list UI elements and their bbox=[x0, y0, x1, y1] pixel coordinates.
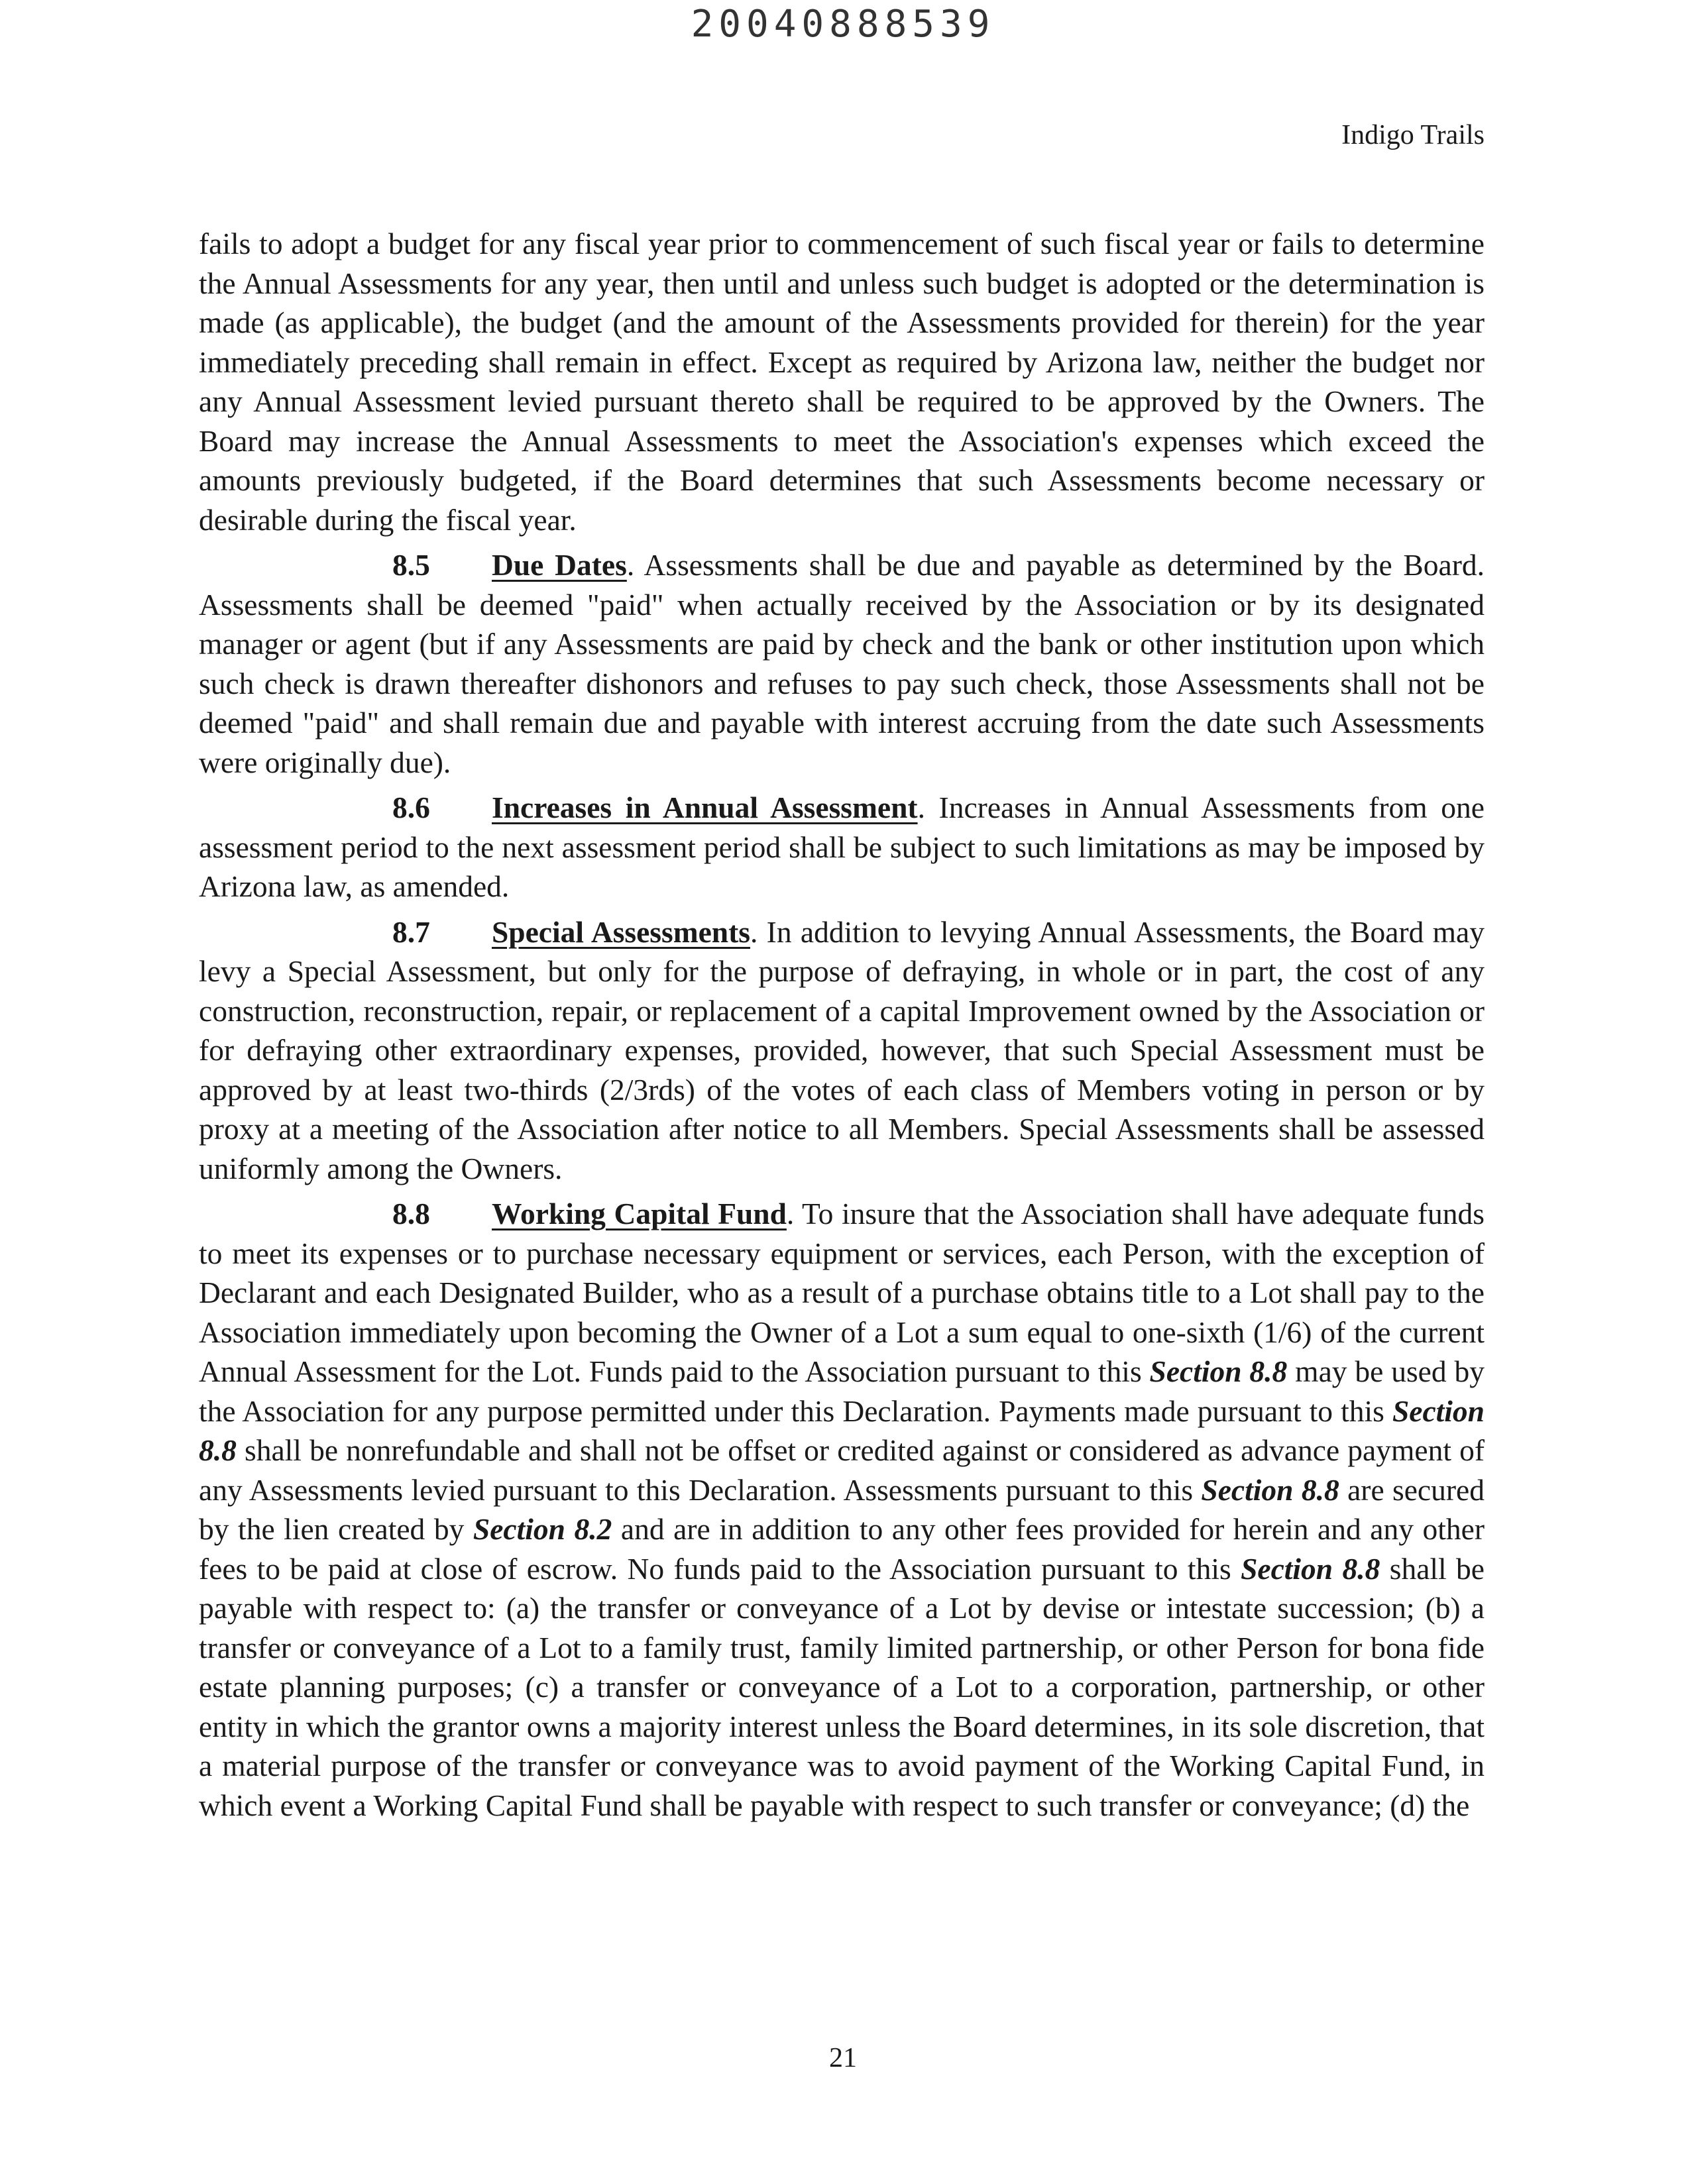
title-period: . bbox=[917, 791, 939, 824]
section-title: Increases in Annual Assessment bbox=[492, 791, 918, 824]
title-period: . bbox=[626, 548, 644, 582]
section-paragraph bbox=[199, 1194, 1485, 1825]
title-period: . bbox=[750, 914, 767, 949]
section-cross-reference: Section 8.8 bbox=[1149, 1354, 1288, 1388]
page-body bbox=[199, 224, 1485, 1831]
section-title: Working Capital Fund bbox=[492, 1197, 787, 1230]
section-body: Assessments shall be due and payable as determined by the Board. Assessments shall be deemed "paid" when actually received by the Association or by its designated manager or agent (but if any Assessments are paid by check and the bank or other institution upon which such check is drawn thereafter dishonors and refuses to pay such check, those Assessments shall not be deemed "paid" and shall remain due and payable with interest accruing from the date such Assessments were originally due). bbox=[199, 548, 1485, 779]
section-number: 8.6 bbox=[392, 791, 430, 824]
section-title: Due Dates bbox=[492, 548, 627, 582]
section-cross-reference: Section 8.2 bbox=[473, 1512, 612, 1546]
section-paragraph bbox=[199, 788, 1485, 906]
section-body-text: and are in addition to any other fees provided for herein and any other fees to be paid at close of escrow. No funds paid to the Association pursuant to this bbox=[199, 1512, 1485, 1586]
section-8-6 bbox=[199, 788, 1485, 906]
document-recording-number: 20040888539 bbox=[691, 3, 995, 46]
section-8-8 bbox=[199, 1194, 1485, 1825]
continuation-paragraph: fails to adopt a budget for any fiscal year prior to commencement of such fiscal year or fails to determine the Annual Assessments for any year, then until and unless such budget is adopted or the determination is made (as applicable), the budget (and the amount of the Assessments provided for therein) for the year immediately preceding shall remain in effect. Except as required by Arizona law, neither the budget nor any Annual Assessment levied pursuant thereto shall be required to be approved by the Owners. The Board may increase the Annual Assessments to meet the Association's expenses which exceed the amounts previously budgeted, if the Board determines that such Assessments become necessary or desirable during the fiscal year. bbox=[199, 227, 1485, 537]
section-number: 8.7 bbox=[392, 914, 430, 949]
section-title: Special Assessments bbox=[492, 914, 750, 949]
section-body-text: shall be nonrefundable and shall not be offset or credited against or considered as advance payment of any Assessments levied pursuant to this Declaration. Assessments pursuant to this bbox=[199, 1433, 1485, 1507]
section-cross-reference: Section 8.8 bbox=[1201, 1472, 1339, 1507]
section-body-text: To insure that the Association shall have adequate funds to meet its expenses or to purchase necessary equipment or services, each Person, with the exception of Declarant and each Designated Builder, who as a result of a purchase obtains title to a Lot shall pay to the Association immediately upon becoming the Owner of a Lot a sum equal to one-sixth (1/6) of the current Annual Assessment for the Lot. Funds paid to the Association pursuant to this bbox=[199, 1197, 1485, 1388]
running-header: Indigo Trails bbox=[1341, 120, 1485, 150]
section-number: 8.8 bbox=[392, 1197, 430, 1230]
section-8-7 bbox=[199, 912, 1485, 1189]
title-period: . bbox=[786, 1197, 803, 1230]
section-body-text: shall be payable with respect to: (a) the transfer or conveyance of a Lot by devise or intestate succession; (b) a transfer or conveyance of a Lot to a family trust, family limited partnership, or other Person for bona fide estate planning purposes; (c) a transfer or conveyance of a Lot to a corporation, partnership, or other entity in which the grantor owns a majority interest unless the Board determines, in its sole discretion, that a material purpose of the transfer or conveyance was to avoid payment of the Working Capital Fund, in which event a Working Capital Fund shall be payable with respect to such transfer or conveyance; (d) the bbox=[199, 1551, 1485, 1822]
section-cross-reference: Section 8.8 bbox=[1241, 1551, 1380, 1586]
section-body: In addition to levying Annual Assessments, the Board may levy a Special Assessment, but only for the purpose of defraying, in whole or in part, the cost of any construction, reconstruction, repair, or replacement of a capital Improvement owned by the Association or for defraying other extraordinary expenses, provided, however, that such Special Assessment must be approved by at least two-thirds (2/3rds) of the votes of each class of Members voting in person or by proxy at a meeting of the Association after notice to all Members. Special Assessments shall be assessed uniformly among the Owners. bbox=[199, 914, 1485, 1185]
section-paragraph bbox=[199, 545, 1485, 782]
section-number: 8.5 bbox=[392, 548, 430, 582]
section-body: Increases in Annual Assessments from one assessment period to the next assessment period shall be subject to such limitations as may be imposed by Arizona law, as amended. bbox=[199, 791, 1485, 903]
section-8-5 bbox=[199, 545, 1485, 782]
section-cross-reference: Section 8.8 bbox=[199, 1393, 1485, 1467]
section-body-text: are secured by the lien created by bbox=[199, 1472, 1485, 1546]
page-number: 21 bbox=[829, 2043, 857, 2073]
section-paragraph bbox=[199, 912, 1485, 1189]
section-body-text: may be used by the Association for any purpose permitted under this Declaration. Payments made pursuant to this bbox=[199, 1354, 1485, 1428]
